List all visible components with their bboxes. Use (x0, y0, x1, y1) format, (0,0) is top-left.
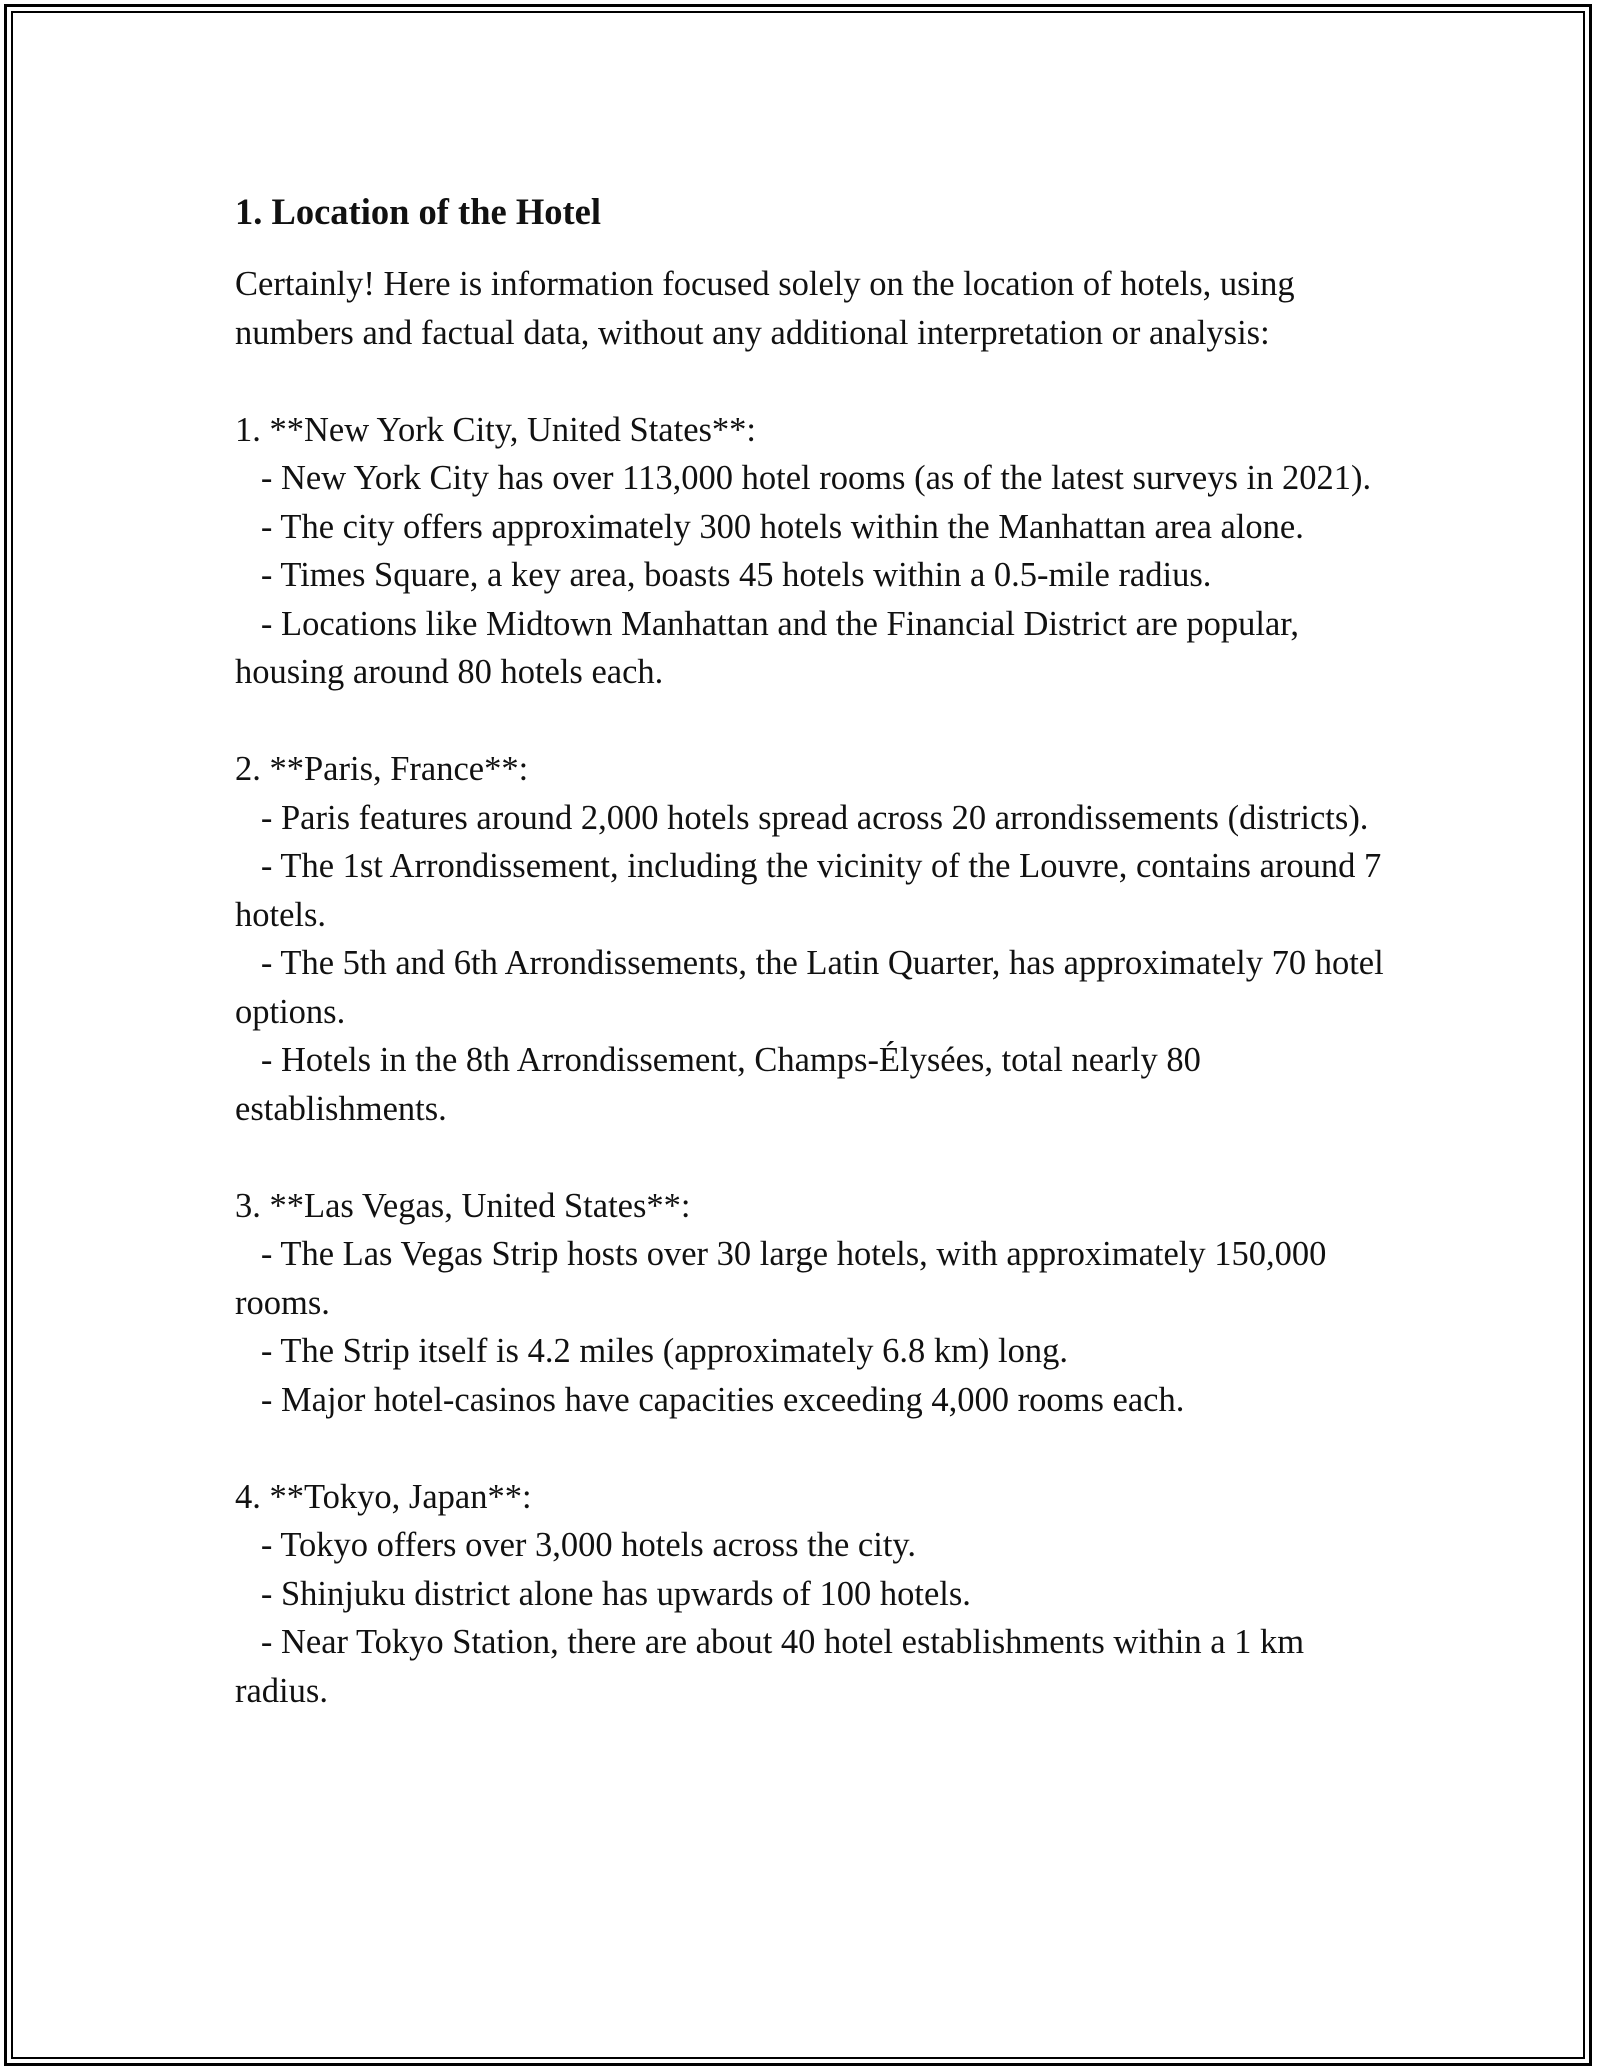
bullet-item: - Near Tokyo Station, there are about 40 hotel establishments within a 1 km radius. (235, 1623, 1313, 1710)
bullet-item: - The Strip itself is 4.2 miles (approximately 6.8 km) long. (235, 1332, 1069, 1370)
city-section-new-york (235, 406, 1385, 697)
document-body (235, 186, 1393, 1715)
intro-paragraph: Certainly! Here is information focused solely on the location of hotels, using numbers and factual data, without any additional interpretation or analysis: (235, 265, 1295, 352)
bullet-item: - Times Square, a key area, boasts 45 hotels within a 0.5-mile radius. (235, 556, 1212, 594)
city-section-las-vegas (235, 1182, 1385, 1425)
section-title: 3. **Las Vegas, United States**: (235, 1186, 691, 1225)
bullet-item: - The city offers approximately 300 hotels within the Manhattan area alone. (235, 507, 1304, 546)
section-title: 4. **Tokyo, Japan**: (235, 1477, 532, 1516)
bullet-item: - Paris features around 2,000 hotels spread across 20 arrondissements (districts). (235, 798, 1369, 837)
bullet-item: - New York City has over 113,000 hotel rooms (as of the latest surveys in 2021). (235, 459, 1372, 497)
bullet-item: - Locations like Midtown Manhattan and the Financial District are popular, housing around 80 hotels each. (235, 604, 1308, 691)
section-heading: 1. Location of the Hotel (235, 191, 601, 232)
city-section-paris (235, 745, 1393, 1133)
bullet-item: - Shinjuku district alone has upwards of 100 hotels. (235, 1574, 971, 1613)
bullet-item: - Tokyo offers over 3,000 hotels across the city. (235, 1526, 917, 1564)
section-title: 1. **New York City, United States**: (235, 410, 757, 449)
bullet-item: - Hotels in the 8th Arrondissement, Champs-Élysées, total nearly 80 establishments. (235, 1041, 1210, 1128)
section-title: 2. **Paris, France**: (235, 750, 529, 788)
city-section-tokyo (235, 1473, 1385, 1716)
bullet-item: - The Las Vegas Strip hosts over 30 large hotels, with approximately 150,000 rooms. (235, 1235, 1336, 1322)
bullet-item: - Major hotel-casinos have capacities exceeding 4,000 rooms each. (235, 1380, 1185, 1419)
bullet-item: - The 1st Arrondissement, including the vicinity of the Louvre, contains around 7 hotels. (235, 847, 1390, 934)
bullet-item: - The 5th and 6th Arrondissements, the Latin Quarter, has approximately 70 hotel options. (235, 944, 1393, 1031)
